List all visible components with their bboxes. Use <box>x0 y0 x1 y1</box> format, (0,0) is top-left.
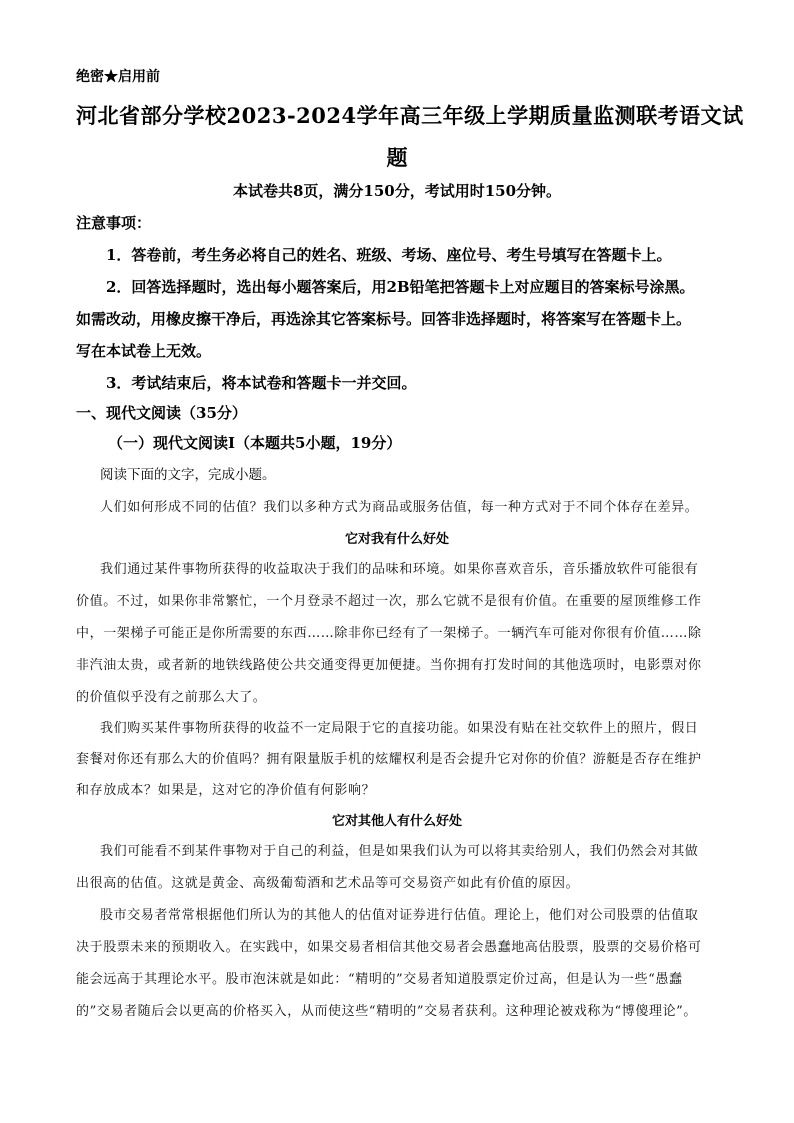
exam-title-line1: 河北省部分学校2023-2024学年高三年级上学期质量监测联考语文试 <box>76 103 744 128</box>
passage-line: 非汽油太贵，或者新的地铁线路使公共交通变得更加便捷。当你拥有打发时间的其他选项时，电影票对你 <box>76 658 702 673</box>
passage-line: 股市交易者常常根据他们所认为的其他人的估值对证券进行估值。理论上，他们对公司股票的估值取 <box>100 908 699 923</box>
passage-line: 和存放成本？如果是，这对它的净价值有何影响？ <box>76 783 376 798</box>
notice-item-2-line1: 2．回答选择题时，选出每小题答案后，用2B铅笔把答题卡上对应题目的答案标号涂黑。 <box>106 278 695 296</box>
passage-line: 我们可能看不到某件事物对于自己的利益，但是如果我们认为可以将其卖给别人，我们仍然会对其做 <box>100 844 699 859</box>
passage-line: 能会远高于其理论水平。股市泡沫就是如此：“精明的”交易者知道股票定价过高，但是认为一些“愚蠢 <box>76 972 683 987</box>
notice-item-3: 3．考试结束后，将本试卷和答题卡一并交回。 <box>106 374 417 392</box>
notice-item-2-line3: 写在本试卷上无效。 <box>76 342 212 360</box>
exam-title-line2: 题 <box>386 145 408 170</box>
secret-mark: 绝密★启用前 <box>76 69 160 85</box>
passage-line: 我们通过某件事物所获得的收益取决于我们的品味和环境。如果你喜欢音乐，音乐播放软件可能很有 <box>100 562 699 577</box>
passage-line: 我们购买某件事物所获得的收益不一定局限于它的直接功能。如果没有贴在社交软件上的照片，假日 <box>100 721 699 736</box>
passage-line: 套餐对你还有那么大的价值吗？拥有限量版手机的炫耀权利是否会提升它对你的价值？游艇是否存在维护 <box>76 752 702 767</box>
passage-heading-1: 它对我有什么好处 <box>344 532 449 547</box>
instruction-text: 阅读下面的文字，完成小题。 <box>100 467 276 483</box>
notice-heading: 注意事项： <box>76 214 152 232</box>
passage-line: 出很高的估值。这就是黄金、高级葡萄酒和艺术品等可交易资产如此有价值的原因。 <box>76 876 580 891</box>
section-heading: 一、现代文阅读（35分） <box>76 404 247 422</box>
passage-line: 的价值似乎没有之前那么大了。 <box>76 690 267 705</box>
subsection-heading: （一）现代文阅读Ⅰ（本题共5小题，19分） <box>108 434 402 452</box>
passage-line: 中，一架梯子可能正是你所需要的东西……除非你已经有了一架梯子。一辆汽车可能对你很有价值……除 <box>76 626 702 641</box>
passage-intro: 人们如何形成不同的估值？我们以多种方式为商品或服务估值，每一种方式对于不同个体存在差异。 <box>100 500 699 515</box>
passage-line: 决于股票未来的预期收入。在实践中，如果交易者相信其他交易者会愚蠢地高估股票，股票的交易价格可 <box>76 940 702 955</box>
passage-line: 的”交易者随后会以更高的价格买入，从而使这些“精明的”交易者获利。这种理论被戏称为“博傻理论”。 <box>76 1004 698 1019</box>
passage-line: 价值。不过，如果你非常繁忙，一个月登录不超过一次，那么它就不是很有价值。在重要的屋顶维修工作 <box>76 594 702 609</box>
notice-item-1: 1．答卷前，考生务必将自己的姓名、班级、考场、座位号、考生号填写在答题卡上。 <box>106 246 672 264</box>
notice-item-2-line2: 如需改动，用橡皮擦干净后，再选涂其它答案标号。回答非选择题时，将答案写在答题卡上。 <box>76 310 692 328</box>
exam-meta: 本试卷共8页，满分150分，考试用时150分钟。 <box>232 182 562 200</box>
passage-heading-2: 它对其他人有什么好处 <box>331 814 462 829</box>
